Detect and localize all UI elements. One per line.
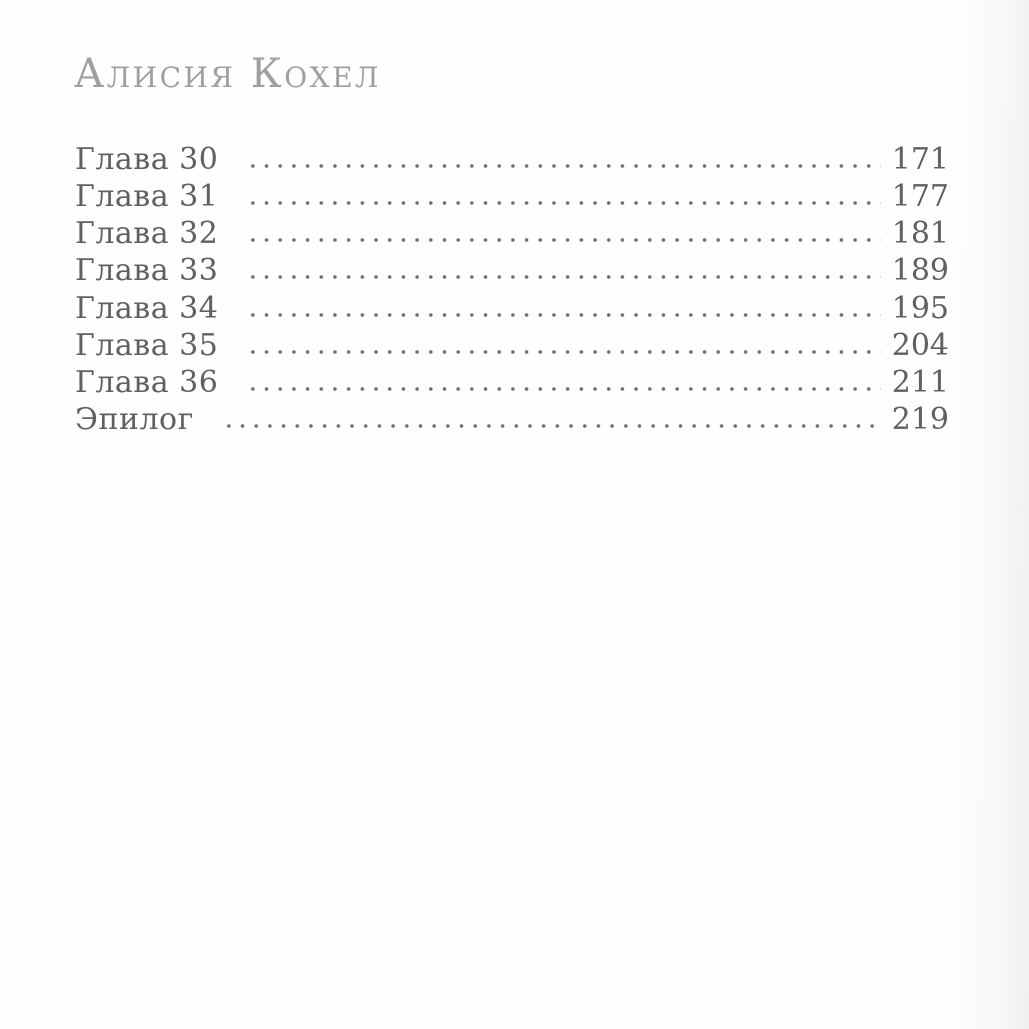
toc-entry-page: 195 [891,290,949,326]
dot-leader [242,254,880,280]
toc-entry-page: 204 [891,327,949,363]
dot-leader [242,143,880,169]
toc-entry [75,327,949,364]
toc-entry [75,215,949,252]
toc-entry-page: 171 [891,142,949,177]
toc-entry-label: Глава 30 [75,142,219,177]
toc-entry-label: Глава 33 [75,253,219,289]
dot-leader [242,366,880,392]
toc-entry-page: 181 [891,216,949,252]
toc-entry-label: Глава 34 [75,290,219,326]
toc-entry-page: 189 [891,253,949,289]
dot-leader [242,180,880,206]
toc-entry [75,401,949,438]
dot-leader [242,292,880,318]
toc-entry [75,141,949,178]
toc-entry-label: Глава 35 [75,327,219,363]
toc-entry-page: 211 [891,364,949,400]
toc-entry-label: Эпилог [75,401,194,437]
author-header: Алисия Кохел [74,51,381,97]
toc-entry [75,364,949,401]
toc-entry-page: 177 [891,179,949,215]
dot-leader [218,403,881,429]
toc-entry-page: 219 [891,401,949,437]
table-of-contents [75,141,949,438]
dot-leader [242,329,880,355]
toc-entry [75,178,949,215]
dot-leader [242,217,880,243]
toc-entry-label: Глава 36 [75,364,219,400]
toc-entry-label: Глава 31 [75,179,219,215]
toc-entry [75,290,949,327]
toc-entry [75,252,949,289]
toc-entry-label: Глава 32 [75,216,219,252]
